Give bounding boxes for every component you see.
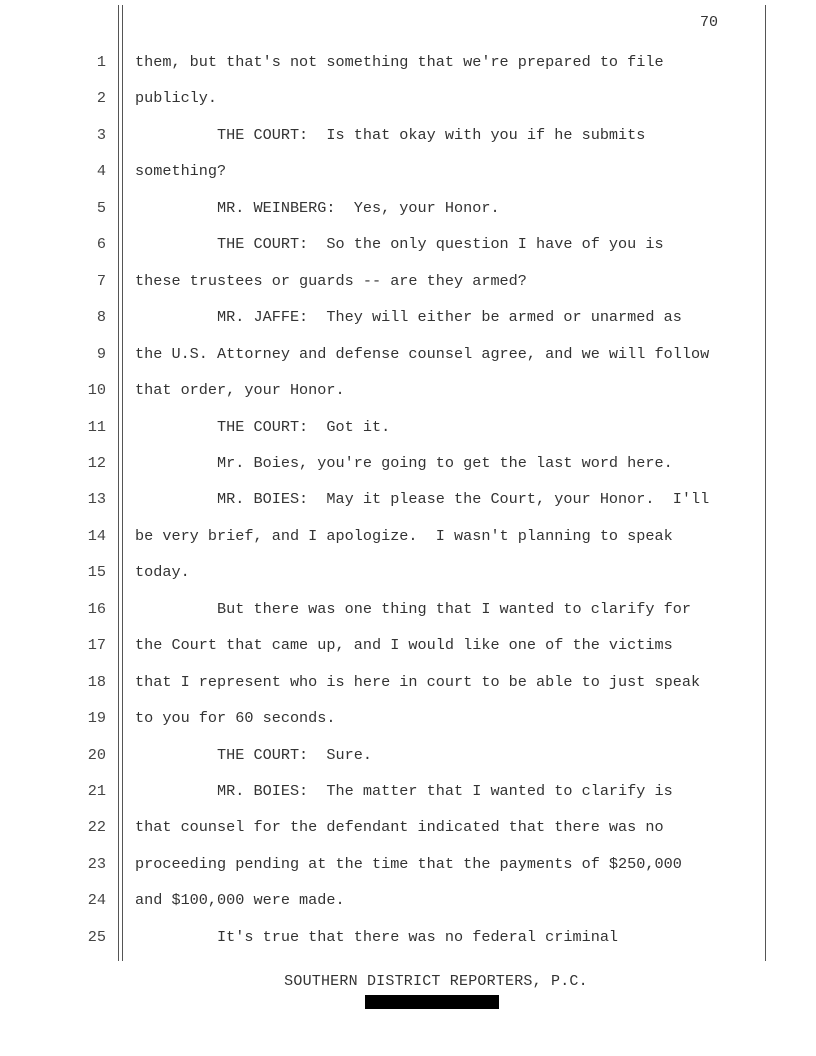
line-number: 2 — [96, 89, 106, 108]
line-number: 23 — [87, 854, 106, 873]
line-number: 6 — [96, 235, 106, 254]
line-text: that order, your Honor. — [135, 381, 345, 400]
transcript-line — [0, 779, 816, 803]
line-number: 12 — [87, 453, 106, 472]
line-number: 5 — [96, 198, 106, 217]
line-number: 8 — [96, 308, 106, 327]
transcript-line — [0, 888, 816, 912]
line-text: MR. WEINBERG: Yes, your Honor. — [135, 198, 500, 217]
transcript-line — [0, 269, 816, 293]
line-text: today. — [135, 563, 190, 582]
line-text: Mr. Boies, you're going to get the last word here. — [135, 453, 673, 472]
transcript-line — [0, 633, 816, 657]
line-number: 17 — [87, 636, 106, 655]
transcript-line — [0, 50, 816, 74]
line-number: 1 — [96, 53, 106, 71]
transcript-line — [0, 706, 816, 730]
line-number: 19 — [87, 709, 106, 728]
transcript-line — [0, 925, 816, 949]
line-text: something? — [135, 162, 227, 181]
footer-redaction-bar — [365, 995, 499, 1009]
line-text: But there was one thing that I wanted to clarify for — [135, 599, 691, 618]
line-text: THE COURT: Sure. — [135, 745, 372, 764]
transcript-line — [0, 852, 816, 876]
transcript-line — [0, 232, 816, 256]
line-text: that I represent who is here in court to be able to just speak — [135, 672, 701, 691]
transcript-line — [0, 524, 816, 548]
line-text: the Court that came up, and I would like one of the victims — [135, 636, 673, 655]
line-text: THE COURT: Got it. — [135, 417, 391, 436]
line-number: 25 — [87, 927, 106, 946]
transcript-line — [0, 670, 816, 694]
line-text: be very brief, and I apologize. I wasn't planning to speak — [135, 526, 673, 545]
footer-reporter-name: SOUTHERN DISTRICT REPORTERS, P.C. — [284, 973, 588, 990]
line-number: 4 — [96, 162, 106, 181]
line-text: them, but that's not something that we're prepared to file — [135, 53, 664, 71]
transcript-line — [0, 123, 816, 147]
transcript-line — [0, 159, 816, 183]
transcript-line — [0, 86, 816, 110]
line-number: 7 — [96, 271, 106, 290]
line-number: 20 — [87, 745, 106, 764]
line-number: 16 — [87, 599, 106, 618]
transcript-line — [0, 597, 816, 621]
line-number: 22 — [87, 818, 106, 837]
transcript-line — [0, 487, 816, 511]
line-text: and $100,000 were made. — [135, 891, 345, 910]
line-number: 3 — [96, 125, 106, 144]
transcript-line — [0, 560, 816, 584]
line-number: 14 — [87, 526, 106, 545]
line-text: It's true that there was no federal criminal — [135, 927, 619, 946]
line-number: 9 — [96, 344, 106, 363]
line-text: that counsel for the defendant indicated that there was no — [135, 818, 664, 837]
transcript-line — [0, 378, 816, 402]
transcript-line — [0, 815, 816, 839]
line-text: the U.S. Attorney and defense counsel agree, and we will follow — [135, 344, 710, 363]
transcript-line — [0, 342, 816, 366]
line-number: 11 — [87, 417, 106, 436]
line-number: 18 — [87, 672, 106, 691]
page-number: 70 — [700, 14, 719, 31]
line-number: 13 — [87, 490, 106, 509]
line-number: 15 — [87, 563, 106, 582]
line-text: publicly. — [135, 89, 218, 108]
line-text: to you for 60 seconds. — [135, 709, 336, 728]
line-text: THE COURT: So the only question I have of you is — [135, 235, 664, 254]
line-text: proceeding pending at the time that the payments of $250,000 — [135, 854, 682, 873]
line-text: these trustees or guards -- are they armed? — [135, 271, 527, 290]
transcript-line — [0, 451, 816, 475]
transcript-line — [0, 196, 816, 220]
line-text: MR. BOIES: The matter that I wanted to clarify is — [135, 782, 673, 800]
transcript-line — [0, 305, 816, 329]
line-text: THE COURT: Is that okay with you if he submits — [135, 125, 646, 144]
line-number: 24 — [87, 891, 106, 910]
line-number: 21 — [87, 782, 106, 800]
line-number: 10 — [87, 381, 106, 400]
transcript-line — [0, 743, 816, 767]
line-text: MR. BOIES: May it please the Court, your Honor. I'll — [135, 490, 710, 509]
transcript-line — [0, 415, 816, 439]
line-text: MR. JAFFE: They will either be armed or unarmed as — [135, 308, 682, 327]
